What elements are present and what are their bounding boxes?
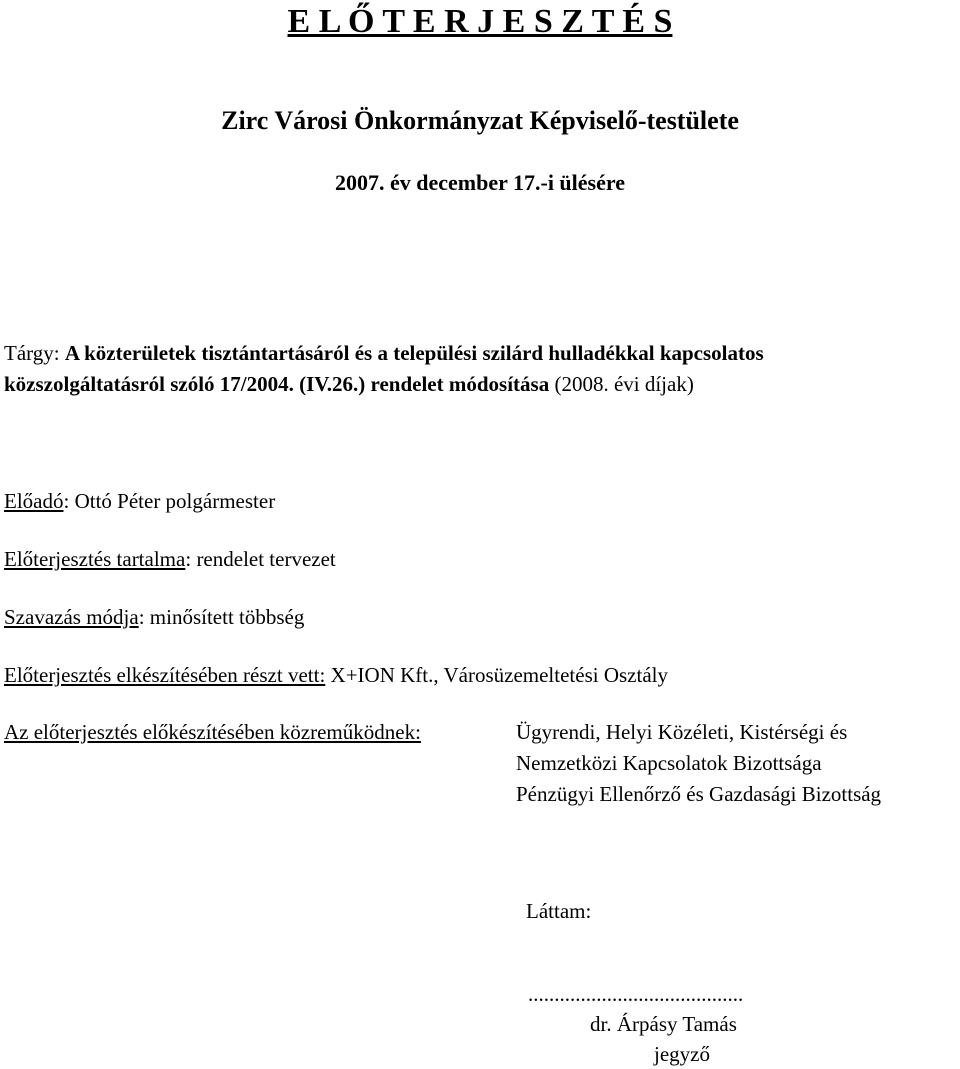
cooperation-row xyxy=(4,718,421,746)
signatory-name: dr. Árpásy Tamás xyxy=(590,1012,737,1036)
committee-item: Pénzügyi Ellenőrző és Gazdasági Bizottság xyxy=(516,782,882,806)
subject-label: Tárgy: xyxy=(4,341,60,365)
document-title: E L Ő T E R J E S Z T É S xyxy=(287,3,673,40)
content-label: Előterjesztés tartalma xyxy=(4,547,186,571)
committee-item: Nemzetközi Kapcsolatok Bizottsága xyxy=(516,751,822,775)
seen-label: Láttam: xyxy=(526,899,592,923)
prepared-value: X+ION Kft., Városüzemeltetési Osztály xyxy=(330,663,668,687)
presenter-row: Előadó: Ottó Péter polgármester xyxy=(4,489,276,513)
presenter-value: Ottó Péter polgármester xyxy=(74,489,276,513)
voting-value: minősített többség xyxy=(149,605,305,629)
signatory-title: jegyző xyxy=(654,1042,710,1066)
prepared-row xyxy=(4,661,668,689)
voting-row: Szavazás módja: minősített többség xyxy=(4,605,305,629)
subject-text-2: közszolgáltatásról szóló 17/2004. (IV.26.) rendelet módosítása xyxy=(4,372,550,396)
cooperation-label: Az előterjesztés előkészítésében közreműködnek: xyxy=(4,720,421,744)
subject-text-2-rest: (2008. évi díjak) xyxy=(554,372,694,396)
content-value: rendelet tervezet xyxy=(196,547,336,571)
committee-item: Ügyrendi, Helyi Közéleti, Kistérségi és xyxy=(516,720,848,744)
presenter-label: Előadó xyxy=(4,489,64,513)
content-row: Előterjesztés tartalma: rendelet tervezet xyxy=(4,547,336,571)
subject-line-1 xyxy=(4,339,764,367)
signature-line: ......................................... xyxy=(528,982,744,1006)
council-name: Zirc Városi Önkormányzat Képviselő-testülete xyxy=(221,106,739,135)
prepared-label: Előterjesztés elkészítésében részt vett: xyxy=(4,663,326,687)
subject-text-1: A közterületek tisztántartásáról és a települési szilárd hulladékkal kapcsolatos xyxy=(64,341,764,365)
voting-label: Szavazás módja xyxy=(4,605,139,629)
meeting-date: 2007. év december 17.-i ülésére xyxy=(335,170,625,195)
subject-line-2 xyxy=(4,370,694,398)
